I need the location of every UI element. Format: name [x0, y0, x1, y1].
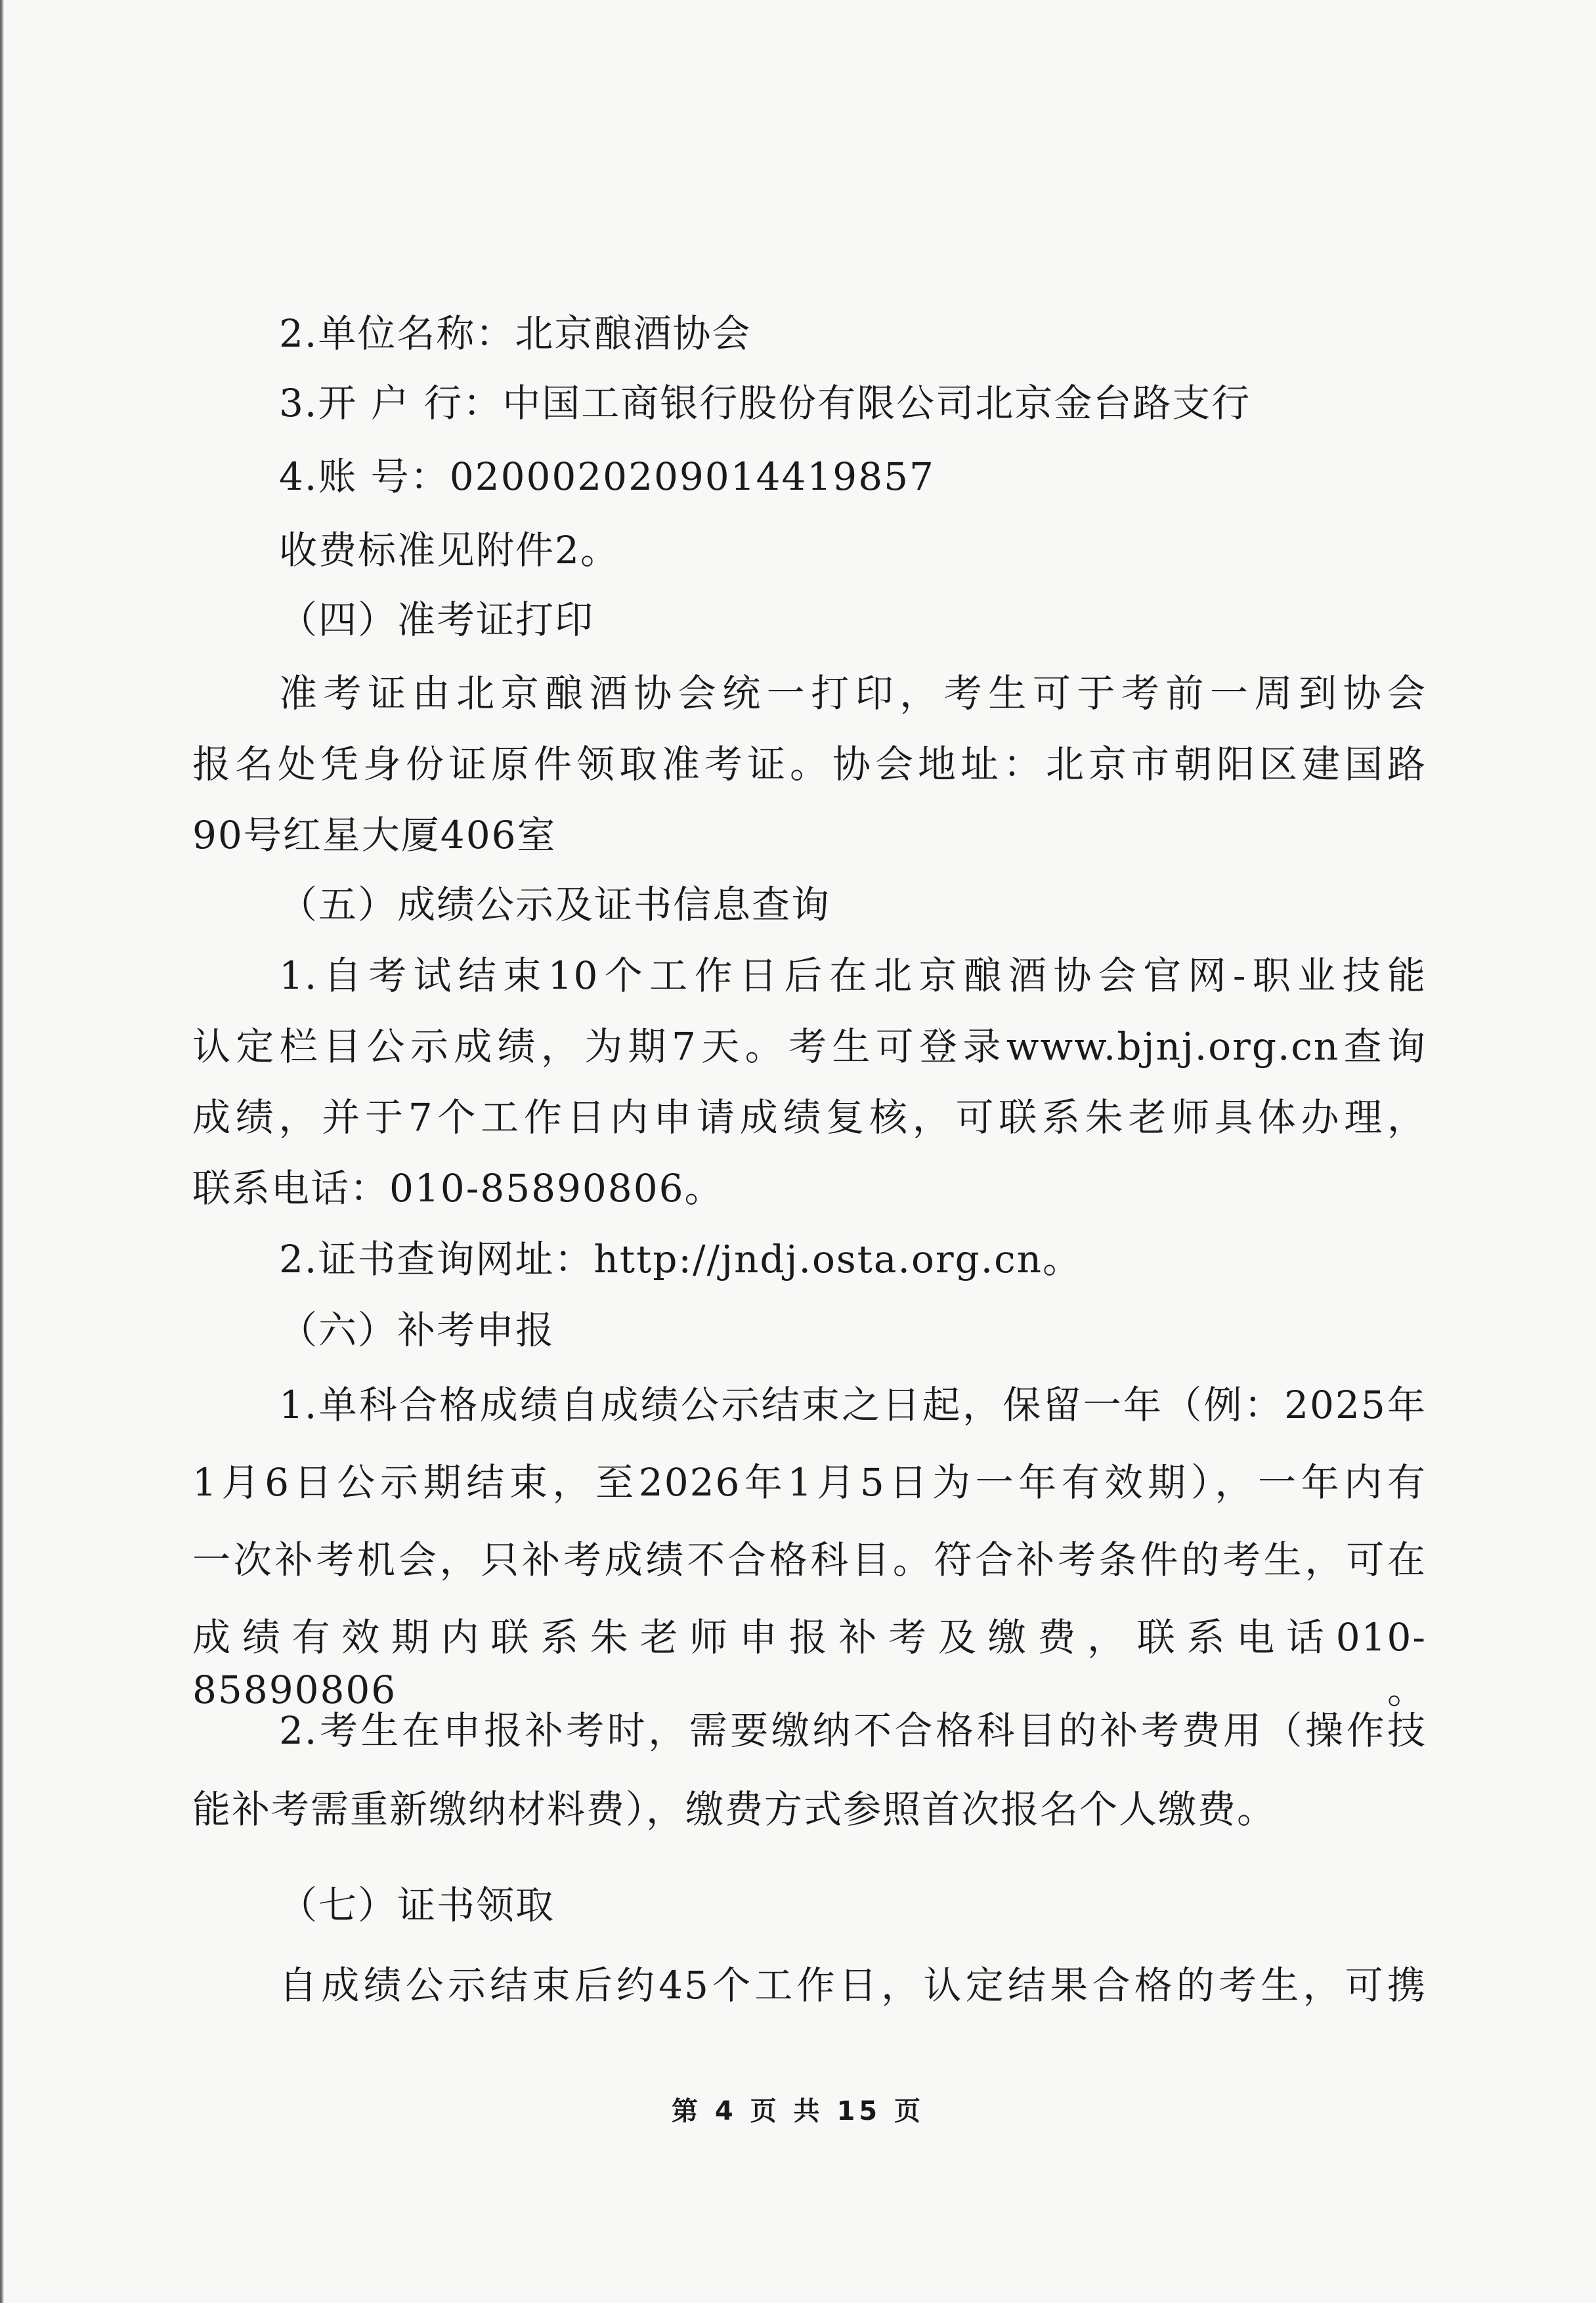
account-name-line: 2.单位名称：北京酿酒协会 [279, 311, 752, 356]
fee-standard-line: 收费标准见附件2。 [279, 528, 620, 572]
results-para-line-4: 联系电话：010-85890806。 [192, 1166, 724, 1211]
section-heading-5: （五）成绩公示及证书信息查询 [279, 882, 831, 927]
section-heading-7: （七）证书领取 [279, 1883, 555, 1927]
retake-para1-line-3: 一次补考机会，只补考成绩不合格科目。符合补考条件的考生，可在 [192, 1538, 1427, 1582]
results-para-line-3: 成绩，并于7个工作日内申请成绩复核，可联系朱老师具体办理， [192, 1095, 1427, 1140]
retake-para2-line-2: 能补考需重新缴纳材料费），缴费方式参照首次报名个人缴费。 [192, 1787, 1277, 1832]
retake-para2-line-1: 2.考生在申报补考时，需要缴纳不合格科目的补考费用（操作技 [279, 1708, 1427, 1753]
certificate-query-line: 2.证书查询网址：http://jndj.osta.org.cn。 [279, 1237, 1082, 1281]
admission-para-line-1: 准考证由北京酿酒协会统一打印，考生可于考前一周到协会 [279, 671, 1427, 716]
section-heading-4: （四）准考证打印 [279, 597, 595, 642]
page-number: 第 4 页 共 15 页 [671, 2096, 925, 2126]
retake-para1-line-1: 1.单科合格成绩自成绩公示结束之日起，保留一年（例：2025年 [279, 1383, 1427, 1427]
section-heading-6: （六）补考申报 [279, 1308, 555, 1352]
retake-para1-line-2: 1月6日公示期结束，至2026年1月5日为一年有效期），一年内有 [192, 1460, 1427, 1505]
scan-edge [0, 0, 4, 2303]
results-para-line-2: 认定栏目公示成绩，为期7天。考生可登录www.bjnj.org.cn查询 [192, 1024, 1427, 1069]
account-number-line: 4.账 号：0200020209014419857 [279, 454, 935, 499]
results-para-line-1: 1.自考试结束10个工作日后在北京酿酒协会官网-职业技能 [279, 953, 1427, 998]
admission-para-line-2: 报名处凭身份证原件领取准考证。协会地址：北京市朝阳区建国路 [192, 742, 1427, 786]
bank-line: 3.开 户 行：中国工商银行股份有限公司北京金台路支行 [279, 381, 1251, 425]
retake-para1-line-4: 成绩有效期内联系朱老师申报补考及缴费，联系电话010-85890806。 [192, 1615, 1427, 1712]
certificate-pickup-line-1: 自成绩公示结束后约45个工作日，认定结果合格的考生，可携 [279, 1963, 1427, 2008]
admission-para-line-3: 90号红星大厦406室 [192, 813, 557, 857]
